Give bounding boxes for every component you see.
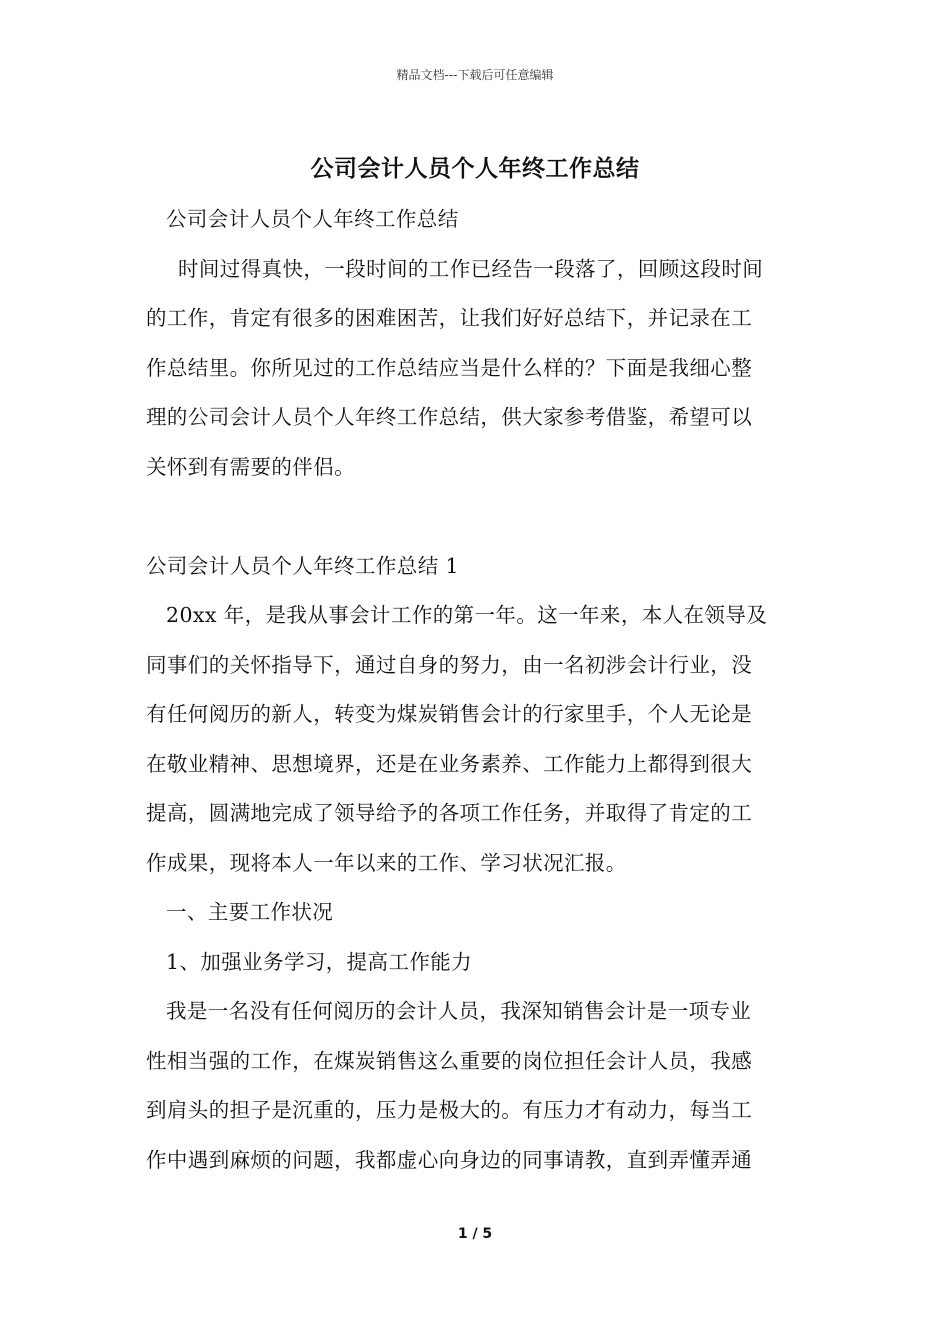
paragraph-line: 有任何阅历的新人，转变为煤炭销售会计的行家里手，个人无论是 — [146, 702, 753, 726]
paragraph-line: 同事们的关怀指导下，通过自身的努力，由一名初涉会计行业，没 — [146, 652, 753, 677]
paragraph-line: 20xx 年，是我从事会计工作的第一年。这一年来，本人在领导及 — [166, 603, 768, 627]
intro-line: 作总结里。你所见过的工作总结应当是什么样的？下面是我细心整 — [146, 355, 753, 380]
paragraph-line: 提高，圆满地完成了领导给予的各项工作任务，并取得了肯定的工 — [146, 801, 753, 825]
document-body — [146, 195, 808, 1185]
blank-line — [146, 492, 808, 542]
intro-line: 理的公司会计人员个人年终工作总结，供大家参考借鉴，希望可以 — [146, 405, 753, 429]
paragraph-line: 在敬业精神、思想境界，还是在业务素养、工作能力上都得到很大 — [146, 751, 753, 776]
intro-line: 时间过得真快，一段时间的工作已经告一段落了，回顾这段时间 — [178, 256, 764, 281]
section-title: 公司会计人员个人年终工作总结 1 — [146, 553, 459, 578]
intro-line: 关怀到有需要的伴侣。 — [146, 454, 355, 479]
heading-level-1: 一、主要工作状况 — [166, 900, 334, 924]
page-header-note: 精品文档---下载后可任意编辑 — [396, 68, 554, 82]
intro-line: 的工作，肯定有很多的困难困苦，让我们好好总结下，并记录在工 — [146, 306, 753, 330]
page-number: 1 / 5 — [457, 1226, 493, 1242]
paragraph-line: 性相当强的工作，在煤炭销售这么重要的岗位担任会计人员，我感 — [146, 1048, 753, 1073]
paragraph-line: 作成果，现将本人一年以来的工作、学习状况汇报。 — [146, 850, 627, 875]
document-title: 公司会计人员个人年终工作总结 — [310, 155, 640, 182]
document-subtitle: 公司会计人员个人年终工作总结 — [166, 207, 459, 231]
paragraph-line: 作中遇到麻烦的问题，我都虚心向身边的同事请教，直到弄懂弄通 — [146, 1147, 753, 1172]
paragraph-line: 我是一名没有任何阅历的会计人员，我深知销售会计是一项专业 — [166, 999, 752, 1023]
paragraph-line: 到肩头的担子是沉重的，压力是极大的。有压力才有动力，每当工 — [146, 1098, 753, 1122]
heading-level-2: 1、加强业务学习，提高工作能力 — [166, 949, 473, 974]
